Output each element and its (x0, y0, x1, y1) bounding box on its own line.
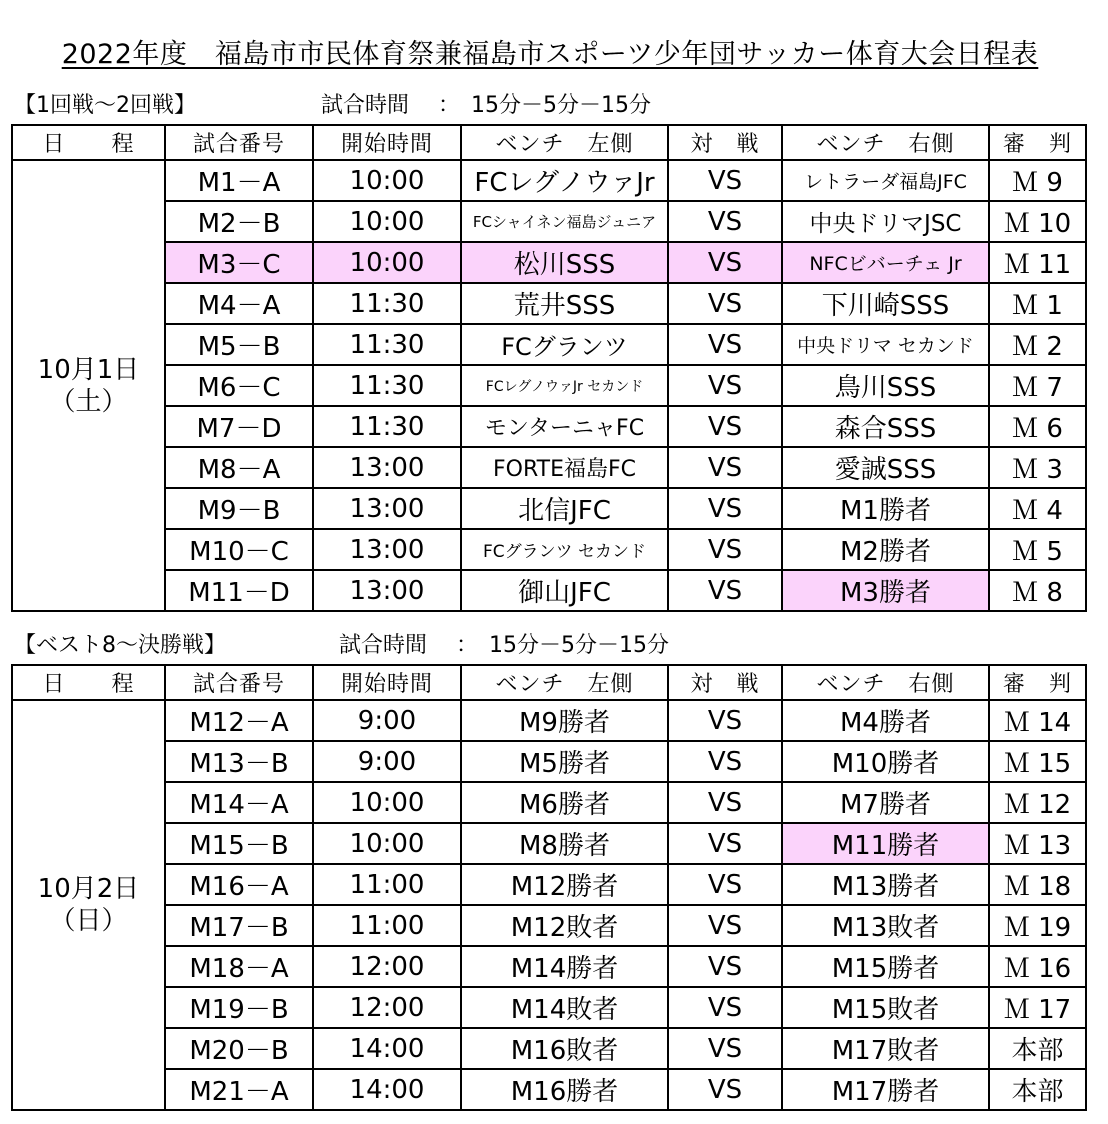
referee: Ｍ 17 (989, 987, 1086, 1028)
table-row (12, 529, 1086, 570)
table-row (12, 864, 1086, 905)
referee: Ｍ 10 (989, 201, 1086, 242)
section1-label: 【1回戦～2回戦】 (14, 93, 196, 118)
team-left: M5勝者 (461, 741, 668, 782)
team-right: 中央ドリマJSC (782, 201, 989, 242)
vs-label: VS (668, 823, 782, 864)
team-right: NFCビバーチェ Jr (782, 242, 989, 283)
vs-label: VS (668, 1069, 782, 1110)
match-no: M6－C (165, 365, 313, 406)
team-left: M14勝者 (461, 946, 668, 987)
vs-label: VS (668, 864, 782, 905)
referee: Ｍ 7 (989, 365, 1086, 406)
start-time: 9:00 (313, 741, 461, 782)
vs-label: VS (668, 447, 782, 488)
start-time: 11:00 (313, 905, 461, 946)
team-left: M9勝者 (461, 700, 668, 741)
table-row (12, 160, 1086, 201)
match-no: M8－A (165, 447, 313, 488)
start-time: 13:00 (313, 447, 461, 488)
referee: Ｍ 19 (989, 905, 1086, 946)
col-vs: 対 戦 (668, 665, 782, 700)
table-row (12, 1069, 1086, 1110)
team-right: M10勝者 (782, 741, 989, 782)
vs-label: VS (668, 1028, 782, 1069)
match-no: M18－A (165, 946, 313, 987)
team-right: M3勝者 (782, 570, 989, 611)
start-time: 10:00 (313, 160, 461, 201)
team-right: M13勝者 (782, 864, 989, 905)
col-date: 日 程 (12, 125, 165, 160)
vs-label: VS (668, 782, 782, 823)
team-right: M13敗者 (782, 905, 989, 946)
team-right: 愛誠SSS (782, 447, 989, 488)
referee: Ｍ 16 (989, 946, 1086, 987)
table-row (12, 201, 1086, 242)
referee: Ｍ 14 (989, 700, 1086, 741)
page-title: 2022年度 福島市市民体育祭兼福島市スポーツ少年団サッカー体育大会日程表 (61, 39, 1039, 70)
vs-label: VS (668, 946, 782, 987)
table-header-row (12, 665, 1086, 700)
team-left: FCグランツ (461, 324, 668, 365)
match-no: M14－A (165, 782, 313, 823)
match-no: M15－B (165, 823, 313, 864)
vs-label: VS (668, 700, 782, 741)
match-no: M10－C (165, 529, 313, 570)
team-right: M1勝者 (782, 488, 989, 529)
match-no: M3－C (165, 242, 313, 283)
team-left: 松川SSS (461, 242, 668, 283)
col-start-time: 開始時間 (313, 125, 461, 160)
vs-label: VS (668, 283, 782, 324)
team-left: 御山JFC (461, 570, 668, 611)
table-row (12, 700, 1086, 741)
referee: Ｍ 4 (989, 488, 1086, 529)
table-row (12, 823, 1086, 864)
team-left: 北信JFC (461, 488, 668, 529)
start-time: 9:00 (313, 700, 461, 741)
col-referee: 審 判 (989, 125, 1086, 160)
team-right: M7勝者 (782, 782, 989, 823)
team-left: M16勝者 (461, 1069, 668, 1110)
table-row (12, 1028, 1086, 1069)
referee: Ｍ 9 (989, 160, 1086, 201)
team-left: モンターニャFC (461, 406, 668, 447)
table-row (12, 946, 1086, 987)
match-no: M21－A (165, 1069, 313, 1110)
team-left: M6勝者 (461, 782, 668, 823)
table-row (12, 324, 1086, 365)
match-no: M7－D (165, 406, 313, 447)
team-right: M17敗者 (782, 1028, 989, 1069)
vs-label: VS (668, 242, 782, 283)
date-line2: （日） (49, 906, 128, 936)
match-no: M12－A (165, 700, 313, 741)
team-left: M12勝者 (461, 864, 668, 905)
start-time: 10:00 (313, 823, 461, 864)
table-row (12, 741, 1086, 782)
referee: Ｍ 18 (989, 864, 1086, 905)
start-time: 10:00 (313, 201, 461, 242)
vs-label: VS (668, 365, 782, 406)
referee: Ｍ 11 (989, 242, 1086, 283)
col-vs: 対 戦 (668, 125, 782, 160)
vs-label: VS (668, 905, 782, 946)
team-right: レトラーダ福島JFC (782, 160, 989, 201)
match-no: M5－B (165, 324, 313, 365)
referee: Ｍ 3 (989, 447, 1086, 488)
referee: Ｍ 13 (989, 823, 1086, 864)
vs-label: VS (668, 324, 782, 365)
col-start-time: 開始時間 (313, 665, 461, 700)
date-cell (12, 700, 165, 1110)
col-referee: 審 判 (989, 665, 1086, 700)
table-row (12, 365, 1086, 406)
team-left: 荒井SSS (461, 283, 668, 324)
section1-header (14, 88, 651, 119)
start-time: 11:30 (313, 324, 461, 365)
team-right: 下川崎SSS (782, 283, 989, 324)
start-time: 13:00 (313, 529, 461, 570)
date-line1: 10月2日 (37, 874, 140, 904)
section2-header (14, 628, 669, 659)
table-row (12, 905, 1086, 946)
referee: Ｍ 8 (989, 570, 1086, 611)
match-no: M13－B (165, 741, 313, 782)
match-no: M19－B (165, 987, 313, 1028)
table-header-row (12, 125, 1086, 160)
referee: Ｍ 6 (989, 406, 1086, 447)
date-cell (12, 160, 165, 611)
referee: Ｍ 12 (989, 782, 1086, 823)
referee: Ｍ 1 (989, 283, 1086, 324)
start-time: 14:00 (313, 1028, 461, 1069)
col-bench-left: ベンチ 左側 (461, 125, 668, 160)
start-time: 10:00 (313, 242, 461, 283)
start-time: 14:00 (313, 1069, 461, 1110)
start-time: 12:00 (313, 946, 461, 987)
table-row (12, 406, 1086, 447)
team-left: FCレグノウァJr (461, 160, 668, 201)
match-no: M11－D (165, 570, 313, 611)
team-right: M15敗者 (782, 987, 989, 1028)
referee: Ｍ 5 (989, 529, 1086, 570)
match-no: M2－B (165, 201, 313, 242)
vs-label: VS (668, 406, 782, 447)
schedule-table-day2 (11, 664, 1087, 1111)
team-right: M17勝者 (782, 1069, 989, 1110)
team-left: M12敗者 (461, 905, 668, 946)
team-left: M8勝者 (461, 823, 668, 864)
start-time: 11:30 (313, 283, 461, 324)
col-bench-right: ベンチ 右側 (782, 665, 989, 700)
match-no: M1－A (165, 160, 313, 201)
date-line1: 10月1日 (37, 354, 140, 385)
start-time: 10:00 (313, 782, 461, 823)
match-no: M4－A (165, 283, 313, 324)
team-right: M15勝者 (782, 946, 989, 987)
team-left: M16敗者 (461, 1028, 668, 1069)
referee: Ｍ 2 (989, 324, 1086, 365)
team-right: 鳥川SSS (782, 365, 989, 406)
referee: 本部 (989, 1028, 1086, 1069)
team-left: M14敗者 (461, 987, 668, 1028)
team-right: M2勝者 (782, 529, 989, 570)
table-row (12, 242, 1086, 283)
col-match-no: 試合番号 (165, 665, 313, 700)
table-row (12, 447, 1086, 488)
date-line2: （土） (49, 386, 128, 417)
vs-label: VS (668, 488, 782, 529)
table-row (12, 283, 1086, 324)
vs-label: VS (668, 529, 782, 570)
start-time: 11:30 (313, 406, 461, 447)
team-left: FCシャイネン福島ジュニア (461, 201, 668, 242)
team-right: 森合SSS (782, 406, 989, 447)
match-no: M17－B (165, 905, 313, 946)
start-time: 11:00 (313, 864, 461, 905)
vs-label: VS (668, 201, 782, 242)
team-left: FCレグノウァJr セカンド (461, 365, 668, 406)
team-right: 中央ドリマ セカンド (782, 324, 989, 365)
referee: 本部 (989, 1069, 1086, 1110)
vs-label: VS (668, 741, 782, 782)
team-left: FCグランツ セカンド (461, 529, 668, 570)
vs-label: VS (668, 987, 782, 1028)
table-row (12, 987, 1086, 1028)
col-bench-right: ベンチ 右側 (782, 125, 989, 160)
match-no: M20－B (165, 1028, 313, 1069)
table-row (12, 570, 1086, 611)
section2-match-time: 試合時間 ： 15分－5分－15分 (339, 633, 669, 658)
team-right: M11勝者 (782, 823, 989, 864)
col-match-no: 試合番号 (165, 125, 313, 160)
team-left: FORTE福島FC (461, 447, 668, 488)
start-time: 12:00 (313, 987, 461, 1028)
referee: Ｍ 15 (989, 741, 1086, 782)
start-time: 13:00 (313, 570, 461, 611)
table-row (12, 782, 1086, 823)
section2-label: 【ベスト8～決勝戦】 (14, 633, 226, 658)
col-bench-left: ベンチ 左側 (461, 665, 668, 700)
table-row (12, 488, 1086, 529)
vs-label: VS (668, 160, 782, 201)
start-time: 11:30 (313, 365, 461, 406)
team-right: M4勝者 (782, 700, 989, 741)
section1-match-time: 試合時間 ： 15分－5分－15分 (321, 93, 651, 118)
match-no: M9－B (165, 488, 313, 529)
match-no: M16－A (165, 864, 313, 905)
vs-label: VS (668, 570, 782, 611)
schedule-table-day1 (11, 124, 1087, 612)
col-date: 日 程 (12, 665, 165, 700)
start-time: 13:00 (313, 488, 461, 529)
